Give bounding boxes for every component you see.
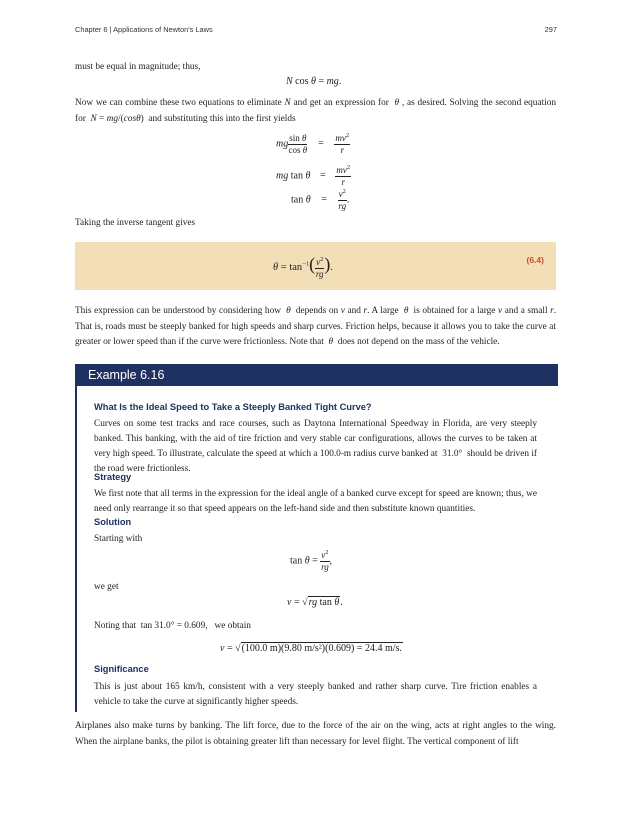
page-number: 297 xyxy=(544,25,557,34)
expression-paragraph: This expression can be understood by considering how θ depends on v and r. A large θ is obtained for a large v and a small r. That is, roads must be steeply banked for high speeds and sharp curves. Friction helps, because it allows you to take the curve at greater or lower speed than if the curve were frictionless. Note that θ does not depend on the mass of the vehicle. xyxy=(75,306,557,347)
strategy-heading: Strategy xyxy=(94,472,132,482)
example-question: What Is the Ideal Speed to Take a Steeply Banked Tight Curve? xyxy=(94,402,372,412)
equation-tan-theta: tan θ = $\frac{v^2}{rg}$ , xyxy=(290,549,333,572)
significance-text: This is just about 165 km/h, consistent with a very steeply banked and rather sharp curve. Tire friction enables a vehicle to take the curve at significantly higher speeds. xyxy=(94,682,537,707)
equation-speed: v = √rg tan θ. xyxy=(287,597,343,608)
starting-with-text: Starting with xyxy=(94,534,143,544)
equation-normal-force: N cos θ = mg. xyxy=(286,76,342,87)
closing-paragraph: Airplanes also make turns by banking. The lift force, due to the force of the air on the wing, acts at right angles to the wing. When the airplane banks, the pilot is obtaining greater lift than necessary for level flight. The vertical component of lift xyxy=(75,721,556,747)
equation-sin-cos: mg $\frac{\text{sin θ}}{\text{cos θ}}$ = $\frac{mv^2}{r}$ xyxy=(276,132,350,155)
solution-heading: Solution xyxy=(94,517,132,527)
significance-heading: Significance xyxy=(94,664,149,674)
example-title: Example 6.16 xyxy=(77,364,558,386)
strategy-text: We first note that all terms in the expression for the ideal angle of a banked curve except for speed are known; thus, we need only rearrange it so that speed appears on the left-hand side and then substitute known quantities. xyxy=(94,489,537,514)
equation-number: (6.4) xyxy=(526,255,544,265)
equation-tan-mg: mg tan θ = $\frac{mv^2}{r}$ xyxy=(276,164,351,187)
equation-tan: tan θ = $\frac{v^2}{rg}$ . xyxy=(291,188,350,211)
page-header xyxy=(75,25,557,37)
we-get-text: we get xyxy=(94,582,119,592)
problem-statement: Curves on some test tracks and race courses, such as Daytona International Speedway in Florida, are very steeply banked. This banking, with the aid of tire friction and very stable car configurations, allows the curves to be taken at very high speed. To illustrate, calculate the speed at which a 100.0-m radius curve banked at 31.0° should be driven if the road were frictionless. xyxy=(94,419,537,474)
key-equation: $\theta = \tan^{-1}$( $\frac{v^2}{rg}$ ). xyxy=(273,254,333,279)
inverse-paragraph: Taking the inverse tangent gives xyxy=(75,218,196,228)
chapter-title: Chapter 6 | Applications of Newton's Laws xyxy=(75,25,213,34)
noting-text: Noting that tan 31.0° = 0.609, we obtain xyxy=(94,621,251,631)
equation-final-speed: v = √(100.0 m)(9.80 m/s²)(0.609) = 24.4 m/s. xyxy=(220,643,402,654)
key-equation-box xyxy=(75,242,556,290)
combine-paragraph: Now we can combine these two equations to eliminate N and get an expression for θ , as desired. Solving the second equation for N = mg/(cosθ) and substituting this into the first yields xyxy=(75,98,557,124)
intro-paragraph: must be equal in magnitude; thus, xyxy=(75,62,201,72)
